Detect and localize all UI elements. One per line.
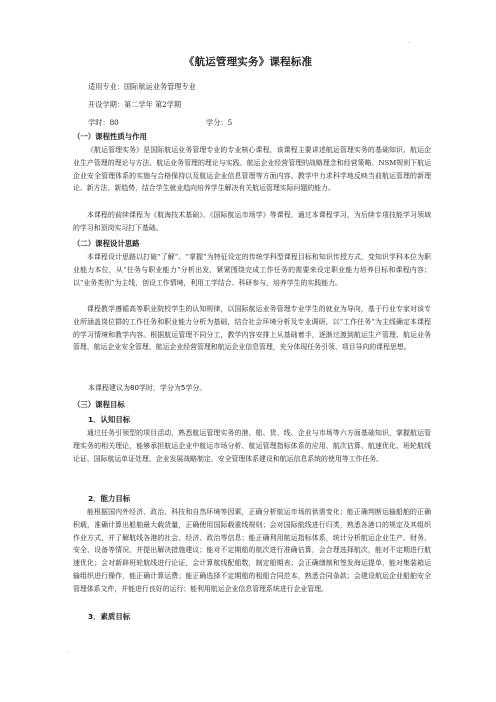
meta-hours: 学时：80 [88, 118, 119, 127]
page-mark-top: · [408, 40, 410, 47]
subheading-ability-goals: 2．能力目标 [88, 494, 131, 503]
paragraph-cognitive-goals: 通过任务引领型的项目活动，熟悉航运管理实务的港、船、货、线、企业与市场等六方面基础知识，掌握航运管理实务的相关理论，能够承担航运企业中航运市场分析、航运管理指标体系的应用、航次估算、航速优化、班轮航线论证、国际航运单证处理、企业发展战略制定、安全管理体系建设和航运信息系统的使用等工作任务。 [73, 429, 431, 463]
subheading-cognitive-goals: 1．认知目标 [88, 415, 131, 424]
paragraph-design-2: 课程教学遵循高等职业院校学生的认知规律，以国际航运业务管理专业学生的就业为导向，基于行业专家对该专业所涵盖岗位群的工作任务和职业能力分析为基础，结合社会环境分析及专业调研，以“工作任务”为主线确定本课程的学习情境和教学内容。根据航运管理不同分工，教学内容安排上从基础着手，逐渐过渡到航运生产管理、航运业务管理、航运企业安全管理、航运企业经营管理和航运企业信息管理，充分体现任务引领、项目导向的课程思想。 [73, 305, 431, 352]
course-total-hours: 本课程建议为80学时，学分为5学分。 [88, 384, 207, 392]
meta-term: 开设学期：第二学年 第2学期 [88, 100, 182, 109]
paragraph-nature-1: 《航运管理实务》是国际航运业务管理专业的专业核心课程，该课程主要讲述航运管理实务的基础知识、航运企业生产管理的理论与方法、航运业务管理的理论与实践、航运企业经营管理的战略理念和经营策略、NSM规则下航运企业安全管理体系的实施与合格保持以及航运企业信息管理等方面内容。教学中力求科学地反映当前航运管理的新理论、新方法、新趋势，结合学生就业趋向培养学生解决有关航运管理实际问题的能力。 [73, 146, 431, 193]
page-mark-bottom: · [66, 650, 68, 657]
section-heading-goals: （三）课程目标 [73, 400, 125, 409]
meta-major: 适用专业：国际航运业务管理专业 [88, 82, 196, 91]
section-heading-nature: （一）课程性质与作用 [73, 132, 147, 141]
meta-credits: 学分：5 [206, 118, 233, 127]
paragraph-nature-2: 本课程的前续课程为《航海技术基础》、《国际航运市场学》等课程，通过本课程学习，为后续专项技能学习领域的学习和顶岗实习打下基础。 [73, 211, 431, 232]
paragraph-design-1: 本课程设计思路以打破“了解”、“掌握”为特征设定的传统学科型课程目标和知识传授方式，变知识学科本位为职业能力本位，从“任务与职业能力”分析出发，紧紧围绕完成工作任务的需要来设定职业能力培养目标和课程内容；以“业务类别”为主线，创设工作情境，利用工学结合、科研参与，培养学生的实践能力。 [73, 253, 431, 287]
section-heading-design: （二）课程设计思路 [73, 239, 140, 248]
meta-hours-credits [88, 118, 232, 128]
subheading-quality-goals: 3．素质目标 [88, 612, 131, 621]
document-title: 《航运管理实务》课程标准 [183, 56, 313, 68]
paragraph-ability-goals: 能根据国内外经济、政治、科技和自然环境等因素，正确分析航运市场的供需变化；能正确判断运输船舶的正确积载，准确计算出船舶最大载货量，正确使用国际载重线规则；会对国际航线进行归类，熟悉各港口的规定及其组织作业方式，并了解航线各港的社会、经济、政治等信息；能正确利用航运指标体系，统计分析航运企业生产、财务、安全、设备等情况，并提出解决措施建议；能对不定期船的航次进行准确估算，会合理选择航次，能对不定期进行航速优化；会对新辟班轮航线进行论证，会计算航线配船数，制定船期表；会正确缮制和签发海运提单，能对集装箱运输组织进行操作，能正确计算运费；能正确选择不定期船的租船合同范本，熟悉合同条款；会建设航运企业船舶安全管理体系文件，并能进行良好的运行；能利用航运企业信息管理系统进行企业管理。 [73, 508, 431, 593]
